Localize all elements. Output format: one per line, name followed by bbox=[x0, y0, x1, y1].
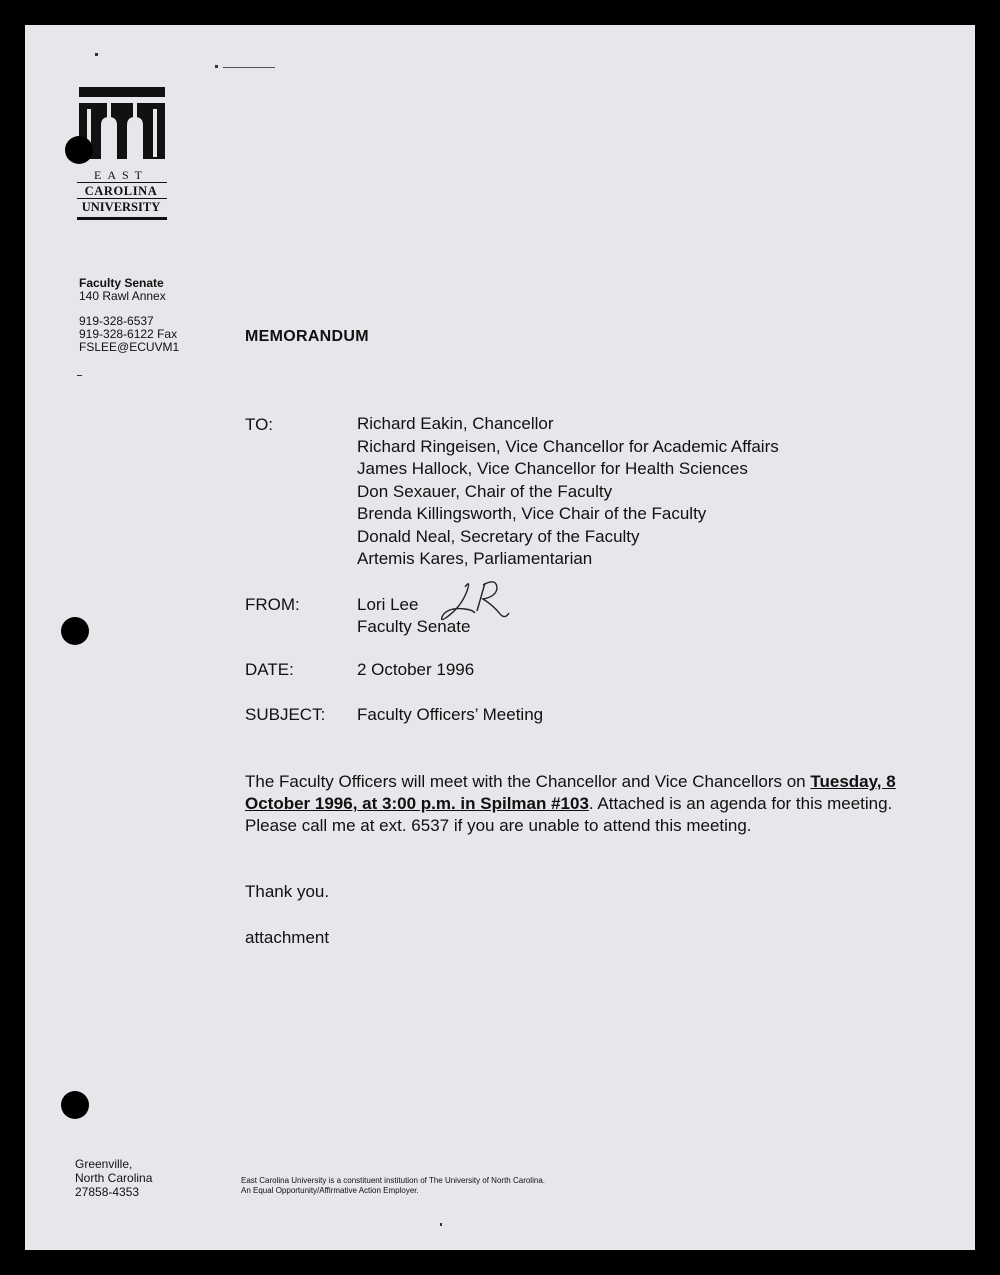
recipient: Brenda Killingsworth, Vice Chair of the Faculty bbox=[357, 504, 707, 523]
enclosure-note: attachment bbox=[245, 928, 330, 947]
date-value: 2 October 1996 bbox=[357, 660, 475, 679]
footer-city: Greenville, bbox=[75, 1157, 133, 1171]
footer-address bbox=[75, 1157, 152, 1199]
recipient: James Hallock, Vice Chancellor for Health Sciences bbox=[357, 459, 748, 478]
footer-state: North Carolina bbox=[75, 1171, 153, 1185]
punch-hole bbox=[61, 617, 89, 645]
signature-initials-icon bbox=[435, 577, 515, 627]
body-text: . Attached is an agenda for this meeting. Please call me at ext. 6537 if you are unable to attend this meeting. bbox=[245, 794, 893, 835]
recipient: Richard Eakin, Chancellor bbox=[357, 414, 554, 433]
speck-mark bbox=[223, 67, 275, 68]
footer-zip: 27858-4353 bbox=[75, 1185, 140, 1199]
subject-value: Faculty Officers’ Meeting bbox=[357, 705, 544, 724]
body-text: The Faculty Officers will meet with the Chancellor and Vice Chancellors on bbox=[245, 772, 811, 791]
date-label: DATE: bbox=[245, 660, 294, 679]
sender-phone: 919-328-6537 bbox=[79, 314, 154, 328]
logo-line-carolina: CAROLINA bbox=[84, 184, 158, 198]
meeting-details: Tuesday, 8 October 1996, at 3:00 p.m. in Spilman #103 bbox=[245, 772, 896, 813]
logo-line-east: EAST bbox=[94, 168, 148, 182]
logo-line-university: UNIVERSITY bbox=[81, 200, 161, 214]
speck-mark bbox=[215, 65, 218, 68]
logo-rule bbox=[77, 217, 167, 220]
to-label: TO: bbox=[245, 415, 274, 434]
recipient: Artemis Kares, Parliamentarian bbox=[357, 549, 593, 568]
from-label: FROM: bbox=[245, 595, 300, 614]
punch-hole bbox=[61, 1091, 89, 1119]
recipient: Don Sexauer, Chair of the Faculty bbox=[357, 481, 613, 501]
to-recipients bbox=[357, 413, 779, 571]
speck-mark bbox=[77, 375, 82, 376]
sender-address: 140 Rawl Annex bbox=[79, 289, 166, 303]
sender-office: Faculty Senate bbox=[79, 276, 164, 290]
speck-mark bbox=[440, 1223, 442, 1226]
logo-rule bbox=[77, 198, 167, 199]
footer-note-line: An Equal Opportunity/Affirmative Action Employer. bbox=[241, 1186, 419, 1195]
logo-rule bbox=[77, 182, 167, 183]
punch-hole bbox=[65, 136, 93, 164]
memo-title: MEMORANDUM bbox=[245, 328, 369, 345]
closing: Thank you. bbox=[245, 882, 330, 901]
speck-mark bbox=[95, 53, 98, 56]
subject-label: SUBJECT: bbox=[245, 705, 326, 724]
footer-note bbox=[241, 1176, 545, 1196]
body-paragraph bbox=[245, 771, 935, 837]
footer-note-line: East Carolina University is a constituent institution of The University of North Carolina. bbox=[241, 1176, 545, 1185]
sender-info bbox=[79, 277, 179, 354]
from-name: Lori Lee bbox=[357, 595, 419, 614]
recipient: Donald Neal, Secretary of the Faculty bbox=[357, 526, 640, 546]
sender-fax: 919-328-6122 Fax bbox=[79, 327, 178, 341]
memo-page bbox=[25, 25, 975, 1250]
recipient: Richard Ringeisen, Vice Chancellor for Academic Affairs bbox=[357, 436, 779, 456]
sender-email: FSLEE@ECUVM1 bbox=[79, 340, 180, 354]
from-dept: Faculty Senate bbox=[357, 617, 471, 636]
